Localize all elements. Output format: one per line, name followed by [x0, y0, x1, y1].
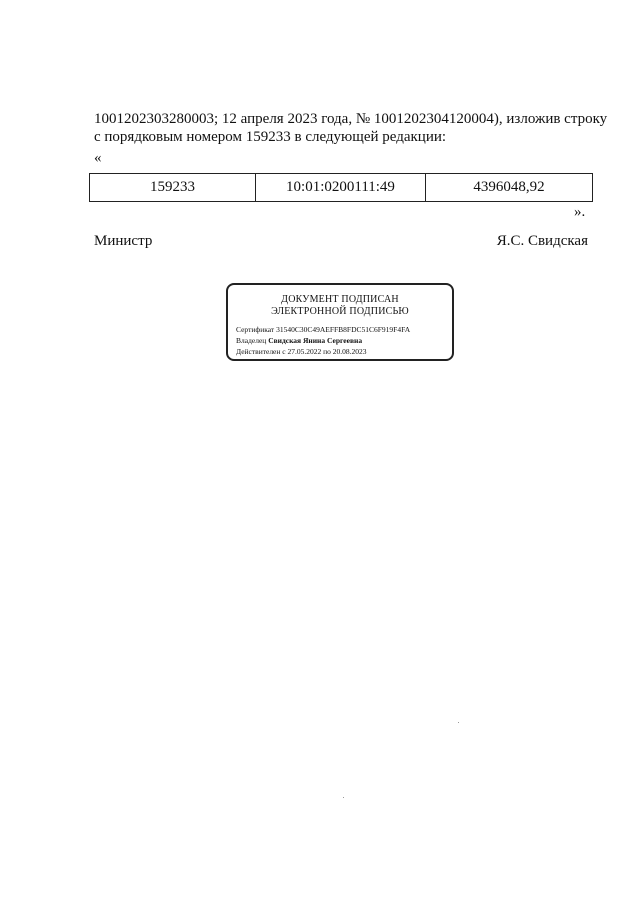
scan-speck — [458, 722, 459, 723]
paragraph-line-2: с порядковым номером 159233 в следующей редакции: — [94, 129, 447, 145]
stamp-title — [228, 294, 452, 318]
stamp-certificate-line — [236, 325, 410, 334]
valid-from: 27.05.2022 — [287, 347, 322, 356]
certificate-value: 31540C30C49AEFFB8FDC51C6F919F4FA — [276, 325, 411, 334]
valid-label: Действителен с — [236, 347, 286, 356]
signatory-position: Министр — [94, 233, 153, 249]
signatory-name: Я.С. Свидская — [496, 233, 588, 249]
electronic-signature-stamp — [226, 283, 454, 361]
owner-value: Свидская Янина Сергеевна — [268, 336, 363, 345]
table-row — [90, 174, 593, 202]
stamp-title-line-2: ЭЛЕКТРОННОЙ ПОДПИСЬЮ — [271, 306, 409, 317]
stamp-validity-line — [236, 347, 367, 356]
value-cell: 4396048,92 — [426, 174, 593, 202]
valid-to: 20.08.2023 — [332, 347, 367, 356]
stamp-owner-line — [236, 336, 362, 345]
stamp-title-line-1: ДОКУМЕНТ ПОДПИСАН — [281, 294, 399, 305]
row-number-cell: 159233 — [90, 174, 256, 202]
opening-quote: « — [94, 150, 102, 166]
certificate-label: Сертификат — [236, 325, 275, 334]
amended-row-table — [89, 173, 593, 202]
valid-to-label: по — [323, 347, 331, 356]
cadastral-number-cell: 10:01:0200111:49 — [256, 174, 426, 202]
closing-quote: ». — [574, 204, 586, 220]
paragraph-line-1: 1001202303280003; 12 апреля 2023 года, № 1001202304120004), изложив строку — [94, 111, 608, 127]
owner-label: Владелец — [236, 336, 267, 345]
body-paragraph — [94, 110, 608, 146]
scan-speck — [343, 797, 344, 798]
